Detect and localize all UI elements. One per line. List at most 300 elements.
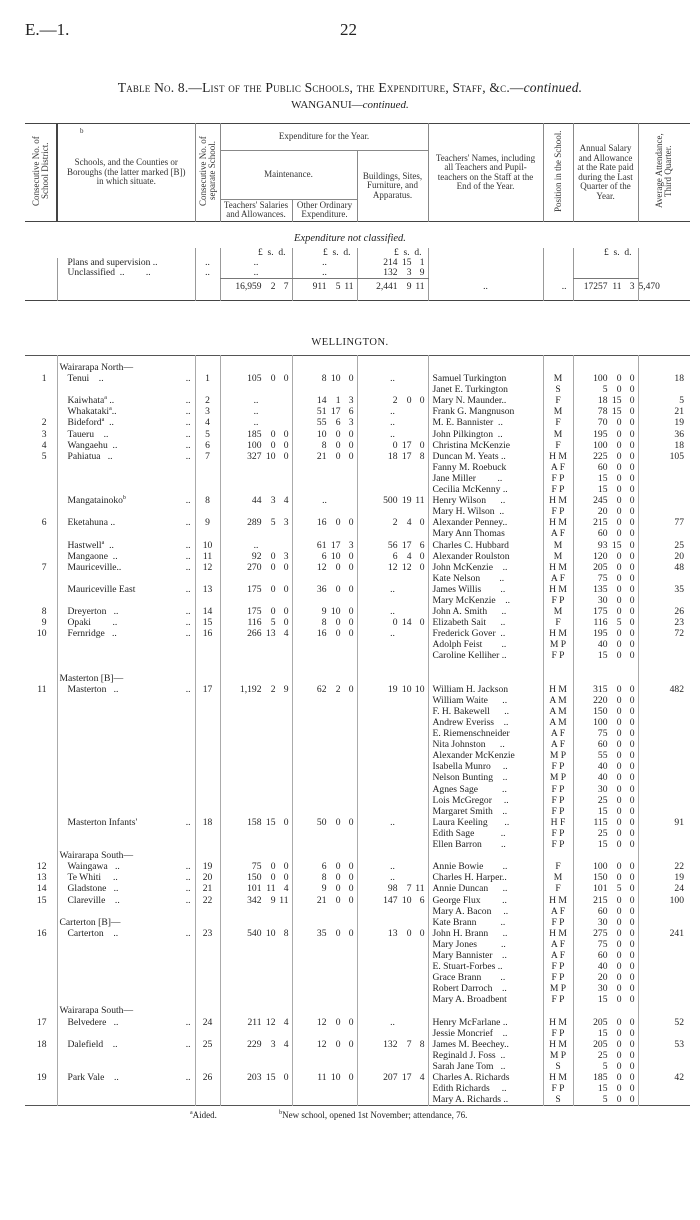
- footnote-a-mark: a: [190, 1110, 193, 1117]
- region-row: [25, 362, 690, 373]
- district-number: [25, 540, 57, 551]
- teacher-position: [543, 362, 573, 373]
- school-number: [195, 717, 220, 728]
- pounds: 270: [247, 561, 262, 573]
- shillings: 10: [330, 1072, 341, 1083]
- buildings-expenditure: [357, 739, 428, 750]
- average-attendance: [638, 950, 690, 961]
- school-number: 22: [195, 895, 220, 906]
- shillings: 5: [616, 617, 622, 629]
- teachers-salaries: [220, 628, 292, 639]
- school-row: [25, 928, 690, 939]
- district-number: [25, 462, 57, 473]
- other-expenditure: [292, 917, 357, 928]
- units-cell: [195, 248, 220, 258]
- table-title-main: Table No. 8.—List of the Public Schools, the Expenditure, Staff, &c.—: [117, 80, 524, 95]
- pence: 0: [629, 772, 635, 784]
- other-expenditure: [292, 1017, 357, 1028]
- district-number: [25, 506, 57, 517]
- school-name: [57, 551, 195, 562]
- annual-salary: [573, 417, 638, 428]
- other-expenditure: [292, 994, 357, 1005]
- buildings-expenditure: [357, 839, 428, 850]
- school-number: [195, 806, 220, 817]
- total-cell: 5,470: [638, 279, 690, 301]
- amount-value: [574, 628, 638, 639]
- teachers-salaries: [220, 584, 292, 595]
- average-attendance: [638, 728, 690, 739]
- teachers-salaries: [220, 462, 292, 473]
- school-number: [195, 772, 220, 783]
- buildings-expenditure: [357, 1083, 428, 1094]
- district-number: [25, 728, 57, 739]
- pounds: 116: [593, 617, 608, 629]
- amount-value: [574, 761, 638, 772]
- average-attendance: 48: [638, 562, 690, 573]
- amount-value: [293, 373, 357, 384]
- buildings-expenditure: [357, 828, 428, 839]
- other-expenditure: [292, 795, 357, 806]
- school-dots: ..: [104, 417, 114, 429]
- school-name: [57, 706, 195, 717]
- school-name-text: Carterton ..: [67, 927, 119, 939]
- average-attendance: [638, 761, 690, 772]
- teachers-salaries: [220, 784, 292, 795]
- buildings-expenditure: [357, 595, 428, 606]
- teacher-name: Charles A. Richards: [428, 1072, 543, 1083]
- shillings: 10: [330, 606, 341, 618]
- district-number: [25, 528, 57, 539]
- amount-value: [574, 906, 638, 917]
- annual-salary: [573, 517, 638, 528]
- school-number: 15: [195, 617, 220, 628]
- pounds: 12: [316, 561, 327, 573]
- other-expenditure: [292, 384, 357, 395]
- shillings: 10: [401, 683, 412, 695]
- teacher-position: H M: [543, 1039, 573, 1050]
- pounds: 18: [597, 395, 608, 407]
- teacher-name: [428, 662, 543, 673]
- school-name: [57, 429, 195, 440]
- annual-salary: [573, 684, 638, 695]
- school-dots: ..: [185, 861, 191, 873]
- school-name: [57, 440, 195, 451]
- shillings: 0: [616, 805, 622, 817]
- shillings: 0: [335, 816, 341, 828]
- amount-value: [221, 895, 292, 906]
- teacher-row: [25, 1094, 690, 1106]
- school-name: [57, 972, 195, 983]
- annual-salary: [573, 573, 638, 584]
- average-attendance: 53: [638, 1039, 690, 1050]
- pence: 0: [629, 694, 635, 706]
- teacher-position: F: [543, 395, 573, 406]
- annual-salary: [573, 473, 638, 484]
- teacher-name: John Pilkington ..: [428, 429, 543, 440]
- school-dots: ..: [185, 628, 191, 640]
- school-footnote-mark: a: [104, 395, 107, 402]
- school-name: [57, 828, 195, 839]
- other-expenditure: [292, 928, 357, 939]
- region-row: [25, 673, 690, 684]
- school-row: [25, 429, 690, 440]
- teacher-name: Andrew Everiss ..: [428, 717, 543, 728]
- buildings-expenditure: [357, 484, 428, 495]
- teacher-name: Agnes Sage ..: [428, 784, 543, 795]
- buildings-expenditure: [357, 928, 428, 939]
- school-dots: ..: [106, 395, 115, 407]
- school-name-text: Te Whiti ..: [67, 872, 118, 884]
- amount-value: [358, 1039, 428, 1050]
- header-position: [543, 124, 573, 222]
- teachers-salaries: [220, 839, 292, 850]
- pounds: 62: [316, 683, 327, 695]
- teacher-name: Reginald J. Foss ..: [428, 1050, 543, 1061]
- cell: [543, 258, 573, 268]
- average-attendance: [638, 706, 690, 717]
- shillings: 15: [611, 539, 622, 551]
- pounds: 205: [593, 1038, 608, 1050]
- buildings-expenditure: ..: [357, 817, 428, 828]
- teacher-position: F P: [543, 839, 573, 850]
- buildings-expenditure: [357, 1061, 428, 1072]
- school-name: [57, 1028, 195, 1039]
- teacher-position: A F: [543, 939, 573, 950]
- pence: 0: [629, 761, 635, 773]
- header-teachers: Teachers' Names, including all Teachers and Pupil-teachers on the Staff at the End of the Year.: [428, 124, 543, 222]
- average-attendance: 18: [638, 373, 690, 384]
- pounds: 207: [383, 1072, 398, 1083]
- pounds: 30: [597, 594, 608, 606]
- teacher-position: H M: [543, 517, 573, 528]
- shillings: 0: [270, 583, 276, 595]
- pounds: 56: [387, 539, 398, 551]
- pounds: 15: [597, 805, 608, 817]
- school-dots: ..: [185, 816, 191, 828]
- pounds: 100: [593, 439, 608, 451]
- school-name: [57, 506, 195, 517]
- annual-salary: [573, 828, 638, 839]
- teachers-salaries: [220, 806, 292, 817]
- shillings: 0: [270, 428, 276, 440]
- pounds: 150: [593, 705, 608, 717]
- shillings: 2: [270, 683, 276, 695]
- district-continued: continued.: [362, 99, 409, 111]
- pence: 3: [629, 282, 635, 292]
- header-district-no: [25, 124, 57, 222]
- buildings-expenditure: [357, 806, 428, 817]
- shillings: 0: [616, 994, 622, 1006]
- district-number: [25, 706, 57, 717]
- teacher-position: A F: [543, 728, 573, 739]
- shillings: 0: [406, 395, 412, 407]
- average-attendance: [638, 1061, 690, 1072]
- average-attendance: [638, 828, 690, 839]
- pence: 0: [283, 583, 289, 595]
- pounds: 21: [316, 450, 327, 462]
- teacher-name: Edith Richards ..: [428, 1083, 543, 1094]
- pounds: 16: [316, 517, 327, 529]
- district-number: [25, 639, 57, 650]
- school-name: Wairarapa South—: [57, 850, 195, 861]
- total-cell: [573, 279, 638, 301]
- district-number: [25, 551, 57, 562]
- other-expenditure: [292, 540, 357, 551]
- teacher-name: Laura Keeling ..: [428, 817, 543, 828]
- total-cell: [195, 279, 220, 301]
- school-number: [195, 506, 220, 517]
- annual-salary: [573, 406, 638, 417]
- school-number: [195, 695, 220, 706]
- teachers-salaries: [220, 795, 292, 806]
- shillings: 0: [616, 594, 622, 606]
- cell: ..: [292, 268, 357, 279]
- other-expenditure: [292, 395, 357, 406]
- teacher-position: M: [543, 606, 573, 617]
- annual-salary: [573, 495, 638, 506]
- school-number: [195, 906, 220, 917]
- shillings: 0: [616, 628, 622, 640]
- pence: 0: [629, 983, 635, 995]
- annual-salary: [573, 872, 638, 883]
- teacher-row: [25, 950, 690, 961]
- pounds: 75: [597, 938, 608, 950]
- other-expenditure: [292, 462, 357, 473]
- school-name: Wairarapa North—: [57, 362, 195, 373]
- district-number: [25, 939, 57, 950]
- shillings: 0: [616, 550, 622, 562]
- teacher-name: [428, 850, 543, 861]
- school-dots: ..: [185, 495, 191, 507]
- amount-value: [293, 1017, 357, 1028]
- buildings-expenditure: [357, 617, 428, 628]
- pounds: 315: [593, 683, 608, 695]
- teachers-salaries: [220, 617, 292, 628]
- other-expenditure: [292, 739, 357, 750]
- pence: 0: [629, 639, 635, 651]
- school-name: [57, 872, 195, 883]
- school-footnote-mark: a: [101, 539, 105, 546]
- school-dots: ..: [185, 883, 191, 895]
- pence: 0: [348, 872, 354, 884]
- annual-salary: [573, 850, 638, 861]
- buildings-expenditure: [357, 1050, 428, 1061]
- other-expenditure: [292, 373, 357, 384]
- pounds: 30: [597, 916, 608, 928]
- teachers-salaries: [220, 473, 292, 484]
- teachers-salaries: ..: [220, 540, 292, 551]
- buildings-expenditure: [357, 639, 428, 650]
- pounds: 150: [593, 872, 608, 884]
- footnotes: [25, 1110, 690, 1120]
- pence: 0: [283, 606, 289, 618]
- amount-value: [221, 872, 292, 883]
- teacher-position: A F: [543, 462, 573, 473]
- teachers-salaries: [220, 1061, 292, 1072]
- school-number: 2: [195, 395, 220, 406]
- shillings: 7: [406, 883, 412, 895]
- teacher-name: James Willis ..: [428, 584, 543, 595]
- teacher-position: F P: [543, 828, 573, 839]
- school-name: [57, 1094, 195, 1106]
- amount-value: [221, 684, 292, 695]
- school-name: [57, 883, 195, 894]
- pounds: 70: [597, 417, 608, 429]
- teacher-position: A M: [543, 706, 573, 717]
- pence: 0: [629, 395, 635, 407]
- shillings: 9: [270, 894, 276, 906]
- buildings-expenditure: [357, 517, 428, 528]
- teacher-position: F: [543, 883, 573, 894]
- shillings: 0: [616, 1038, 622, 1050]
- teacher-position: F P: [543, 784, 573, 795]
- shillings: 3: [406, 268, 412, 278]
- shillings: 0: [616, 705, 622, 717]
- school-number: [195, 795, 220, 806]
- buildings-expenditure: [357, 573, 428, 584]
- district-number: 19: [36, 1072, 47, 1083]
- pounds: 911: [312, 282, 327, 292]
- teacher-name: Mary H. Wilson ..: [428, 506, 543, 517]
- teacher-name: Mary Bannister ..: [428, 950, 543, 961]
- school-number: [195, 673, 220, 684]
- average-attendance: [638, 906, 690, 917]
- pounds: 2: [392, 517, 398, 529]
- units-cell: [57, 248, 195, 258]
- buildings-expenditure: [357, 451, 428, 462]
- shillings: 0: [270, 373, 276, 385]
- amount-value: [574, 540, 638, 551]
- pence: 0: [348, 450, 354, 462]
- other-expenditure: [292, 562, 357, 573]
- amount-value: [574, 750, 638, 761]
- pounds: 0: [392, 617, 398, 629]
- buildings-expenditure: [357, 528, 428, 539]
- pence: 0: [419, 550, 425, 562]
- other-expenditure: [292, 506, 357, 517]
- pence: 0: [283, 617, 289, 629]
- school-name: [57, 373, 195, 384]
- teacher-row: [25, 784, 690, 795]
- pounds: 50: [316, 816, 327, 828]
- teacher-row: [25, 484, 690, 495]
- average-attendance: [638, 972, 690, 983]
- district-number: [25, 761, 57, 772]
- pence: 0: [348, 583, 354, 595]
- teacher-position: H M: [543, 1017, 573, 1028]
- pence: 0: [348, 517, 354, 529]
- buildings-expenditure: [357, 750, 428, 761]
- other-expenditure: [292, 750, 357, 761]
- school-number: [195, 573, 220, 584]
- buildings-expenditure: [357, 961, 428, 972]
- district-number: 10: [36, 628, 47, 640]
- pence: 0: [348, 1016, 354, 1028]
- average-attendance: 36: [638, 429, 690, 440]
- other-expenditure: [292, 617, 357, 628]
- average-attendance: [638, 784, 690, 795]
- average-attendance: [638, 1005, 690, 1016]
- amount-value: [574, 584, 638, 595]
- school-number: [195, 662, 220, 673]
- annual-salary: [573, 972, 638, 983]
- header-attendance-label: Average Attendance, Third Quarter.: [654, 133, 674, 209]
- school-name: [57, 772, 195, 783]
- other-expenditure: [292, 861, 357, 872]
- pounds: 15: [597, 839, 608, 851]
- page-number: 22: [340, 20, 357, 39]
- buildings-expenditure: [357, 384, 428, 395]
- school-name: [57, 573, 195, 584]
- amount-value: [221, 606, 292, 617]
- teacher-row: [25, 906, 690, 917]
- teacher-position: S: [543, 384, 573, 395]
- pounds: 225: [593, 450, 608, 462]
- school-name: [57, 584, 195, 595]
- teacher-name: Duncan M. Yeats ..: [428, 451, 543, 462]
- pounds: 150: [247, 872, 262, 884]
- school-number: [195, 639, 220, 650]
- pounds: 185: [247, 428, 262, 440]
- pence: 0: [629, 894, 635, 906]
- shillings: 0: [335, 450, 341, 462]
- shillings: 0: [616, 949, 622, 961]
- teacher-position: F P: [543, 484, 573, 495]
- annual-salary: [573, 462, 638, 473]
- amount-value: [358, 495, 428, 506]
- school-row: [25, 495, 690, 506]
- amount-value: [574, 972, 638, 983]
- pence: 0: [283, 861, 289, 873]
- amount-value: [221, 551, 292, 562]
- other-expenditure: [292, 939, 357, 950]
- teacher-row: [25, 806, 690, 817]
- shillings: 19: [401, 495, 412, 507]
- cell: [25, 258, 57, 268]
- teacher-row: [25, 839, 690, 850]
- school-name-text: Tenui ..: [67, 373, 104, 385]
- teacher-row: [25, 772, 690, 783]
- shillings: 10: [330, 373, 341, 385]
- school-row: [25, 617, 690, 628]
- district-number: [25, 717, 57, 728]
- amount-value: [358, 684, 428, 695]
- pence: 0: [283, 450, 289, 462]
- buildings-expenditure: [357, 795, 428, 806]
- pence: 9: [419, 268, 425, 278]
- pence: 0: [629, 994, 635, 1006]
- units-cell: [25, 248, 57, 258]
- school-name: Masterton [B]—: [57, 673, 195, 684]
- buildings-expenditure: [357, 506, 428, 517]
- pence: 0: [629, 1049, 635, 1061]
- school-name: [57, 839, 195, 850]
- school-dots: ..: [185, 373, 191, 385]
- other-expenditure: [292, 839, 357, 850]
- amount-value: [293, 1072, 357, 1083]
- header-school-label: Schools, and the Counties or Boroughs (the latter marked [B]) in which situate.: [67, 157, 186, 187]
- pence: 0: [283, 816, 289, 828]
- pounds: 14: [316, 395, 327, 407]
- shillings: 17: [330, 539, 341, 551]
- shillings: 0: [616, 938, 622, 950]
- header-school-note: b: [80, 127, 84, 135]
- buildings-expenditure: [357, 650, 428, 661]
- teacher-name: Jane Miller ..: [428, 473, 543, 484]
- annual-salary: [573, 362, 638, 373]
- amount-value: [293, 517, 357, 528]
- teachers-salaries: [220, 506, 292, 517]
